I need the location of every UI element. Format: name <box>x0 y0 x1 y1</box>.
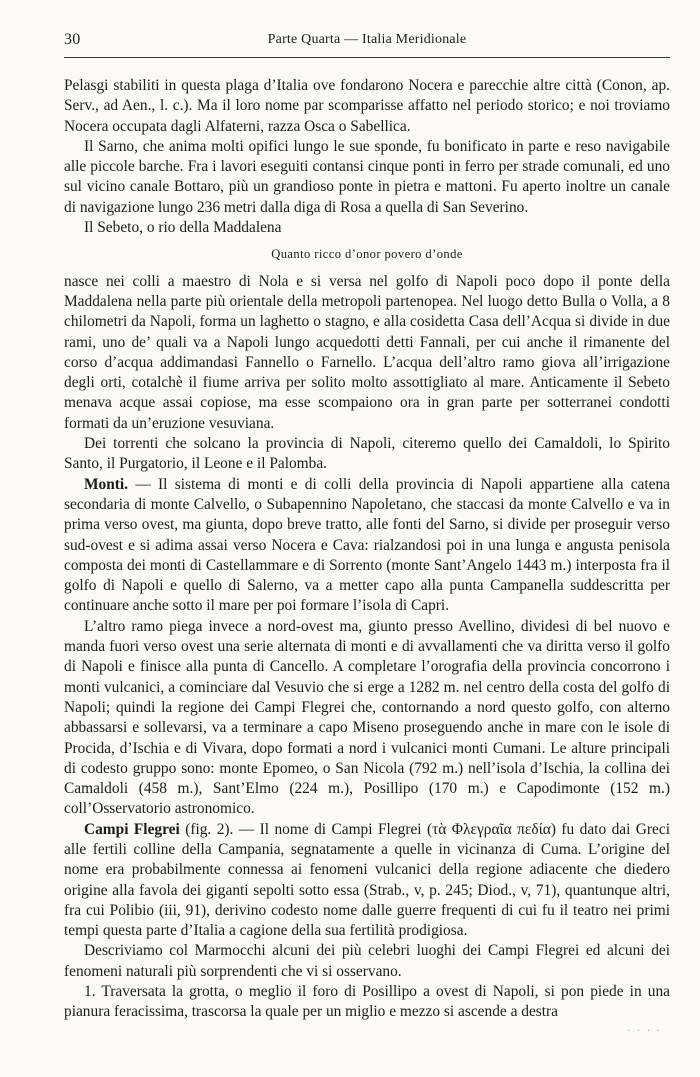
paragraph-campi-flegrei <box>64 820 670 942</box>
paragraph: Pelasgi stabiliti in questa plaga d’Italia ove fondarono Nocera e parecchie altre città (Conon, ap. Serv., ad Aen., l. c.). Ma il loro nome par scomparisse affatto nel periodo storico; e noi troviamo Nocera occupata dagli Alfaterni, razza Osca o Sabellica. <box>64 77 670 135</box>
page-number: 30 <box>64 31 81 48</box>
paragraph-monti <box>64 475 670 617</box>
running-header <box>64 28 670 50</box>
section-heading-monti: Monti. <box>84 475 129 493</box>
paragraph: 1. Traversata la grotta, o meglio il foro di Posillipo a ovest di Napoli, si pon piede in una pianura feracissima, trascorsa la quale per un miglio e mezzo si ascende a destra <box>64 983 670 1021</box>
verse-quotation: Quanto ricco d’onor povero d’onde <box>271 247 463 262</box>
paragraph: Descriviamo col Marmocchi alcuni dei più celebri luoghi dei Campi Flegrei ed alcuni dei fenomeni naturali più sorprendenti che vi si osservano. <box>64 942 670 980</box>
header-rule <box>64 57 670 58</box>
paragraph: Dei torrenti che solcano la provincia di Napoli, citeremo quello dei Camaldoli, lo Spirito Santo, il Purgatorio, il Leone e il Palomba. <box>64 435 670 473</box>
section-heading-campi-flegrei: Campi Flegrei <box>84 820 180 838</box>
paragraph: Il Sarno, che anima molti opifici lungo le sue sponde, fu bonificato in parte e reso navigabile alle piccole barche. Fra i lavori eseguiti contansi cinque ponti in ferro per strade comunali, ed uno sul vicino canale Bottaro, più un grandioso ponte in pietra e mattoni. Fu aperto inoltre un canale di navigazione lungo 236 metri dalla diga di Rosa a quella di San Severino. <box>64 137 670 216</box>
running-title: Parte Quarta — Italia Meridionale <box>267 32 467 47</box>
paragraph-text: (fig. 2). — Il nome di Campi Flegrei (τὰ Φλεγραῖα πεδία) fu dato dai Greci alle fertili colline della Campania, segnatamente a quelle in vicinanza di Cuma. L’origine del nome era probabilmente connessa ai fenomeni vulcanici della regione adiacente che diedero origine alla favola dei giganti sepolti sotto essa (Strab., v, p. 245; Diod., v, 71), quantunque altri, fra cui Polibio (iii, 91), derivino codesto nome dalle guerre frequenti di cui fu il teatro nei primi tempi questa parte d’Italia a cagione della sua fertilità prodigiosa. <box>64 820 670 940</box>
paragraph: L’altro ramo piega invece a nord-ovest ma, giunto presso Avellino, dividesi di bel nuovo e manda fuori verso ovest una serie alternata di monti e di avvallamenti che va diritta verso il golfo di Napoli e finisce alla punta di Cancello. A completare l’orografia della provincia concorrono i monti vulcanici, a cominciare dal Vesuvio che si erge a 1282 m. nel centro della costa del golfo di Napoli; quindi la regione dei Campi Flegrei che, contornando a nord questo golfo, con alterno abbassarsi e sollevarsi, va a terminare a capo Miseno proseguendo anche in mare con le isole di Procida, d’Ischia e di Vivara, dopo formati a nord i vulcanici monti Cumani. Le alture principali di codesto gruppo sono: monte Epomeo, o San Nicola (792 m.) nell’isola d’Ischia, la collina dei Camaldoli (458 m.), Sant’Elmo (224 m.), Posillipo (170 m.) e Capodimonte (152 m.) coll’Osservatorio astronomico. <box>64 617 670 818</box>
paragraph: Il Sebeto, o rio della Maddalena <box>84 219 282 237</box>
paragraph-text: — Il sistema di monti e di colli della provincia di Napoli appartiene alla catena secondaria di monte Calvello, o Subapennino Napoletano, che staccasi da monte Calvello e va in prima verso ovest, ma giunta, dopo breve tratto, alle fonti del Sarno, si divide per proseguir verso sud-ovest e si adima assai verso Nocera e Cava: rialzandosi poi in una lunga e angusta penisola composta dei monti di Castellammare e di Sorrento (monte Sant’Angelo 1443 m.) interposta fra il golfo di Napoli e quello di Salerno, va a metter capo alla punta Campanella suddescritta per continuare anche sotto il mare per poi formare l’isola di Capri. <box>64 475 670 615</box>
body-text <box>64 76 670 1023</box>
page-corner-mark: · · · · <box>627 1026 662 1037</box>
paragraph: nasce nei colli a maestro di Nola e si versa nel golfo di Napoli poco dopo il ponte della Maddalena nella parte più orientale della metropoli partenopea. Nel luogo detto Bulla o Volla, a 8 chilometri da Napoli, forma un laghetto o stagno, e alla cosidetta Casa dell’Acqua si divide in due rami, uno de’ quali va a Napoli lungo acquedotti detti Fannali, per cui anche il rimanente del corso d’acqua addimandasi Fannello o Farnello. L’acqua dell’altro ramo giova all’irrigazione degli orti, cotalchè il fiume arriva per solito molto assottigliato al mare. Anticamente il Sebeto menava acque assai copiose, ma esse scompaiono ora in gran parte per sotterranei condotti formati da un’eruzione vesuviana. <box>64 272 670 432</box>
